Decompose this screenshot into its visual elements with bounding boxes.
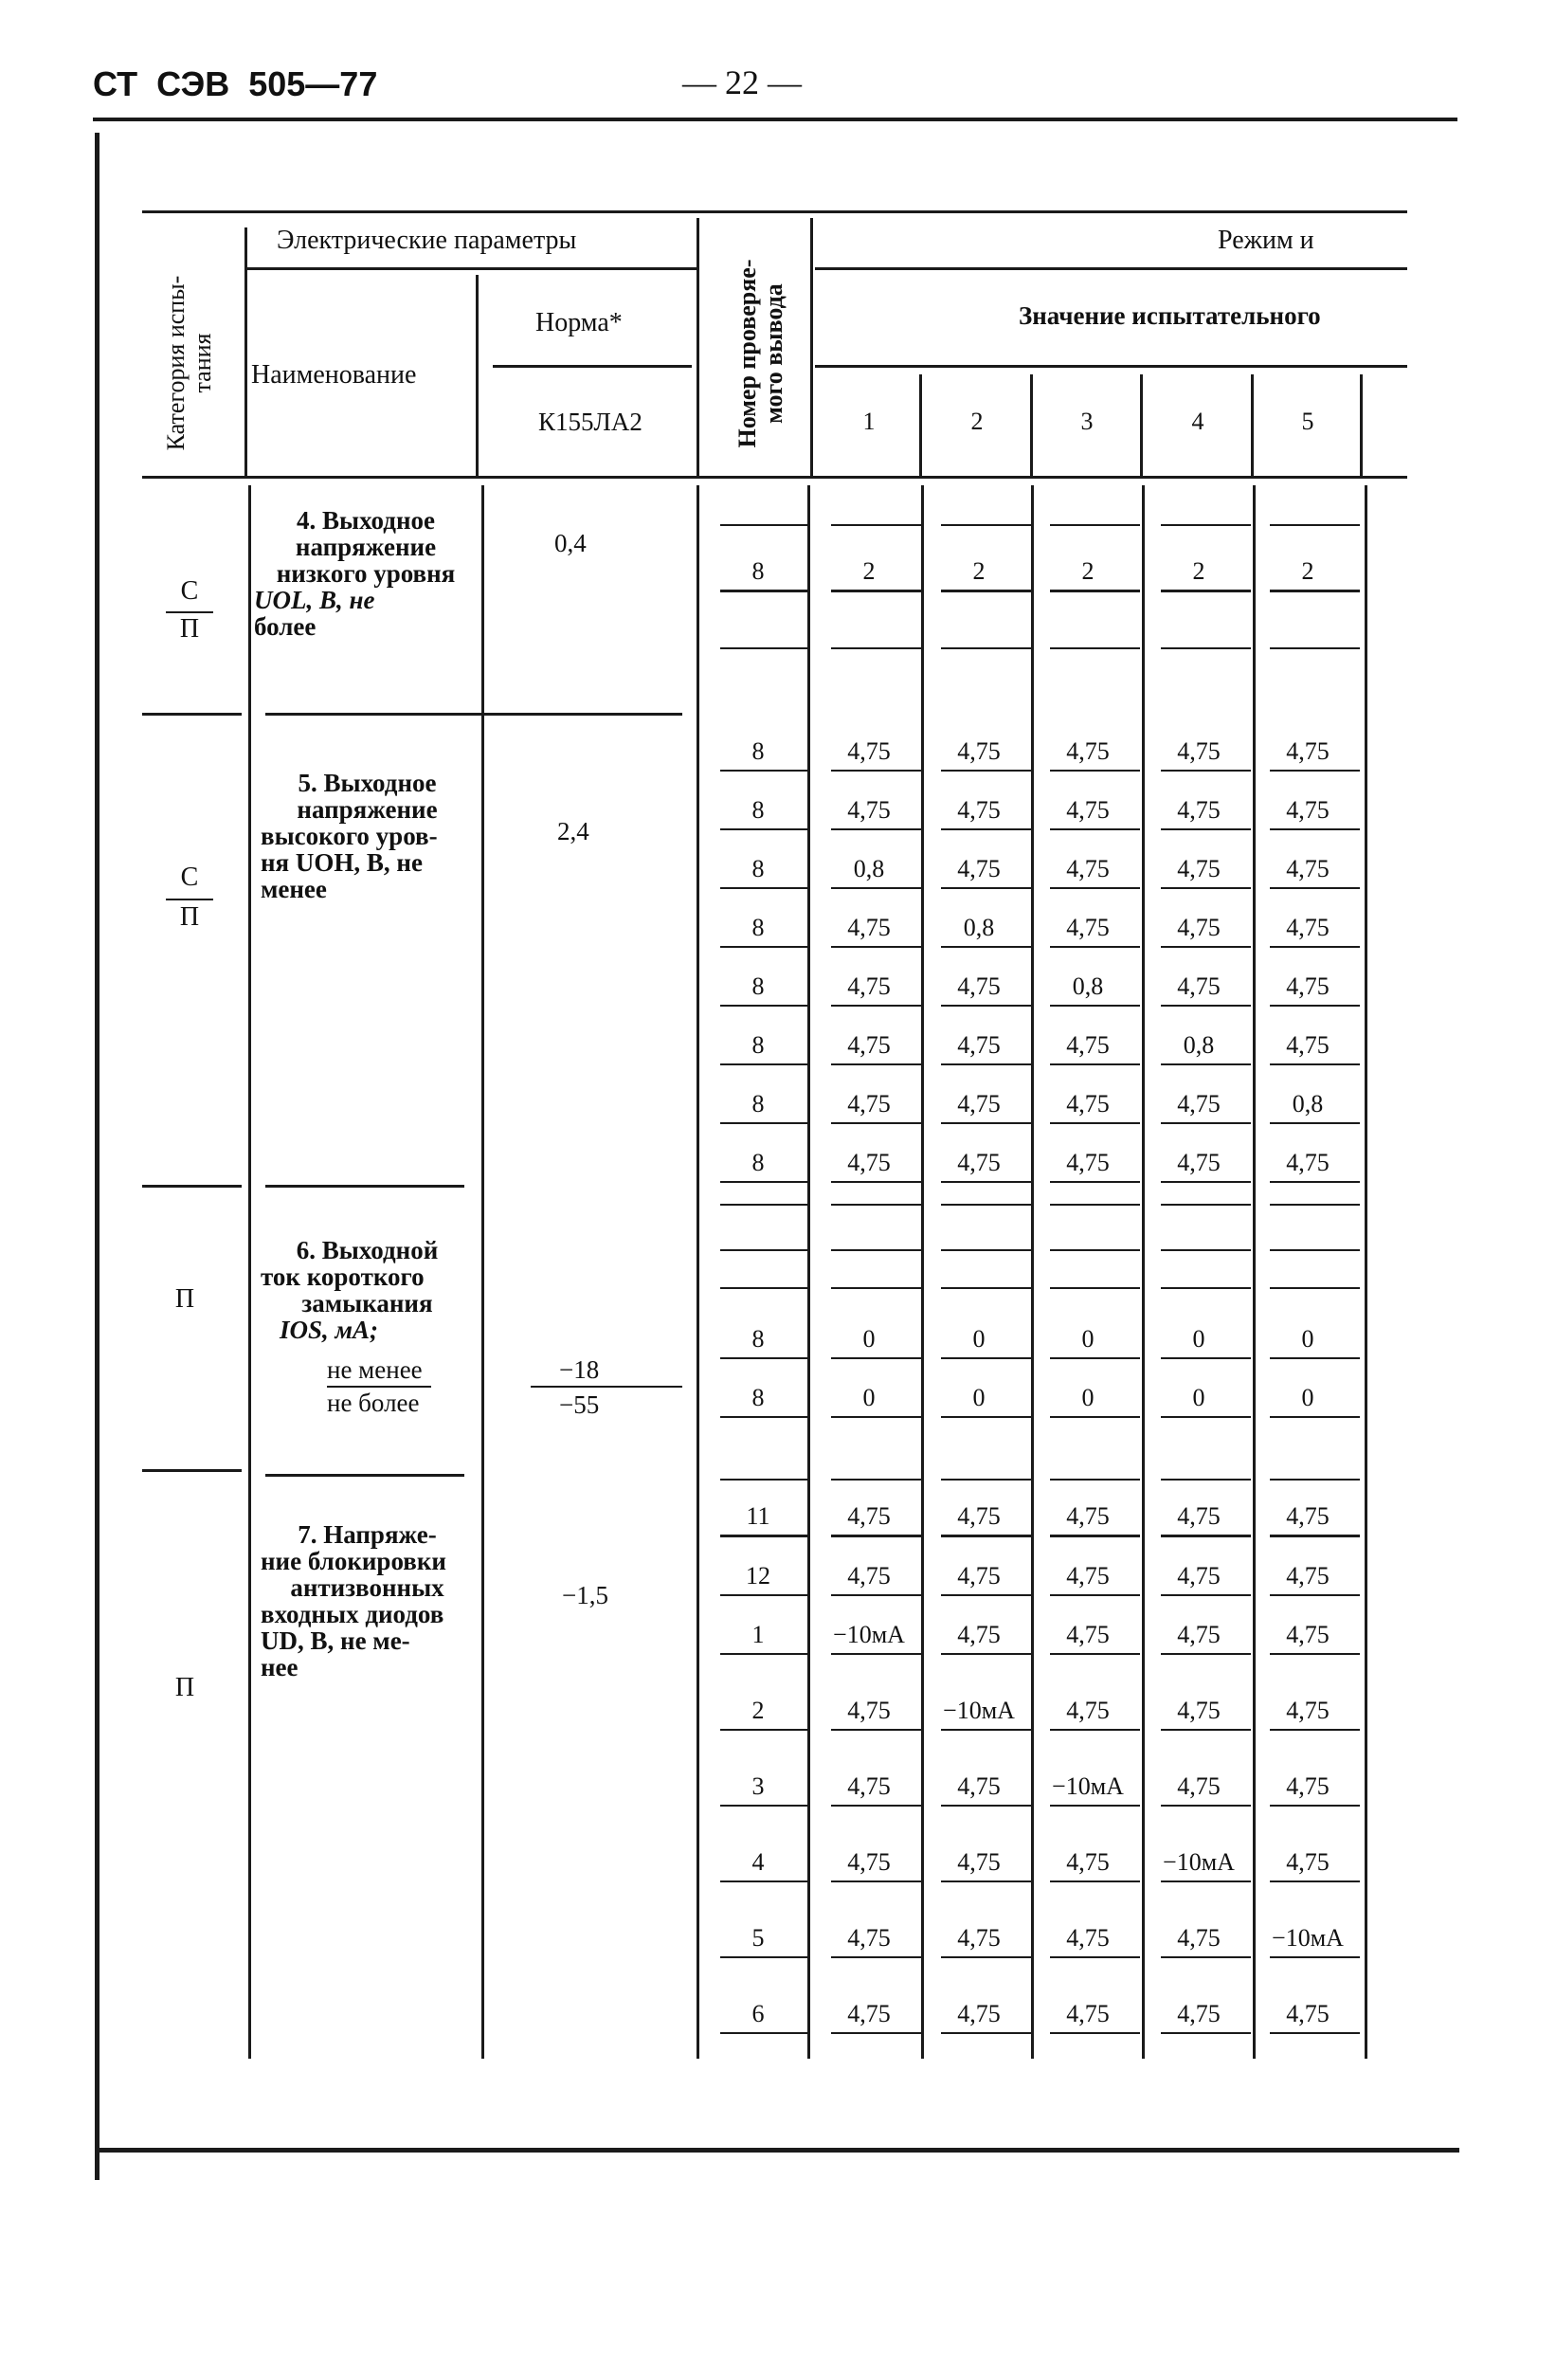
value-cell: 4,75 xyxy=(1286,1848,1330,1876)
value-cell: 4,75 xyxy=(957,1848,1001,1876)
norm-value: −1,5 xyxy=(562,1581,608,1609)
pin-cell: 8 xyxy=(751,557,765,585)
value-cell: 4,75 xyxy=(1286,914,1330,941)
value-cell: 4,75 xyxy=(1177,914,1221,941)
value-cell: 4,75 xyxy=(1286,1149,1330,1176)
pin-cell: 5 xyxy=(751,1924,765,1952)
norm-column-header: Норма* xyxy=(535,308,623,337)
value-cell: 4,75 xyxy=(957,1031,1001,1059)
value-cell: 4,75 xyxy=(1286,1697,1330,1724)
value-cell: −10мА xyxy=(833,1621,905,1648)
value-cell: 4,75 xyxy=(1286,1502,1330,1530)
pin-cell: 12 xyxy=(746,1562,770,1590)
value-cell: 0 xyxy=(862,1325,876,1353)
value-cell: −10мА xyxy=(1163,1848,1235,1876)
electrical-params-header: Электрические параметры xyxy=(277,226,577,255)
value-cell: 4,75 xyxy=(847,972,891,1000)
value-cell: 4,75 xyxy=(1066,1149,1110,1176)
category-top: С xyxy=(180,863,199,892)
value-cell: 4,75 xyxy=(1177,855,1221,882)
value-cell: 0 xyxy=(972,1384,986,1411)
value-cell: 4,75 xyxy=(1066,1621,1110,1648)
value-cell: 4,75 xyxy=(957,1149,1001,1176)
value-cell: 4,75 xyxy=(1286,1031,1330,1059)
value-cell: 4,75 xyxy=(847,1924,891,1952)
value-cell: 4,75 xyxy=(1066,796,1110,824)
value-cell: 4,75 xyxy=(847,1502,891,1530)
category-bottom: П xyxy=(179,614,200,644)
value-cell: 4,75 xyxy=(957,972,1001,1000)
value-cell: 4,75 xyxy=(847,1031,891,1059)
value-cell: 0,8 xyxy=(1183,1031,1215,1059)
norm-min: −18 xyxy=(559,1355,600,1384)
standard-designation: СТ СЭВ 505—77 xyxy=(93,64,378,103)
value-cell: 0 xyxy=(1081,1325,1095,1353)
value-cell: 4,75 xyxy=(847,1772,891,1800)
value-cell: 4,75 xyxy=(957,855,1001,882)
pin-column-header: Номер проверяе-мого вывода xyxy=(733,259,787,448)
page-left-border xyxy=(95,133,100,2180)
value-cell: 4,75 xyxy=(957,1772,1001,1800)
value-cell: 4,75 xyxy=(1177,1502,1221,1530)
value-cell: 0 xyxy=(1081,1384,1095,1411)
value-cell: 0 xyxy=(1301,1384,1314,1411)
norm-type-header: К155ЛА2 xyxy=(538,408,642,436)
value-cell: 4,75 xyxy=(1177,1697,1221,1724)
value-cell: 4,75 xyxy=(847,1848,891,1876)
param-name: 6. Выходной ток короткого замыкания IOS, мА; xyxy=(261,1236,439,1344)
pin-cell: 8 xyxy=(751,914,765,941)
value-cell: 4,75 xyxy=(1177,1562,1221,1590)
category-top: П xyxy=(174,1673,195,1702)
value-cell: −10мА xyxy=(1272,1924,1344,1952)
pin-cell: 8 xyxy=(751,1031,765,1059)
value-cell: 0,8 xyxy=(1072,972,1104,1000)
value-cell: 4,75 xyxy=(1066,1562,1110,1590)
value-cell: 4,75 xyxy=(957,1924,1001,1952)
value-cell: 2 xyxy=(862,557,876,585)
category-bottom: П xyxy=(179,902,200,932)
value-cell: 4,75 xyxy=(1066,1502,1110,1530)
pin-cell: 2 xyxy=(751,1697,765,1724)
value-cell: 4,75 xyxy=(1177,1090,1221,1117)
pin-cell: 1 xyxy=(751,1621,765,1648)
pin-header-5: 5 xyxy=(1301,408,1314,435)
page-bottom-rule xyxy=(95,2148,1459,2153)
value-cell: 4,75 xyxy=(1286,2000,1330,2027)
value-cell: 0,8 xyxy=(1292,1090,1324,1117)
param-name: 5. Выходное напряжение высокого уров- ня UOH, В, не менее xyxy=(261,769,438,903)
value-cell: 4,75 xyxy=(1177,737,1221,765)
header-rule xyxy=(93,118,1457,121)
pin-cell: 8 xyxy=(751,1149,765,1176)
pin-cell: 8 xyxy=(751,1325,765,1353)
mode-header: Режим и xyxy=(1218,226,1314,255)
param-name: 7. Напряже- ние блокировки антизвонных входных диодов UD, В, не ме- нее xyxy=(261,1520,446,1681)
category-top: С xyxy=(180,576,199,606)
norm-value: 0,4 xyxy=(554,529,587,557)
value-cell: 4,75 xyxy=(847,796,891,824)
norm-max: −55 xyxy=(559,1390,600,1419)
value-cell: 4,75 xyxy=(957,737,1001,765)
pin-header-1: 1 xyxy=(862,408,876,435)
pin-cell: 8 xyxy=(751,1384,765,1411)
value-cell: 4,75 xyxy=(1286,1772,1330,1800)
pin-header-2: 2 xyxy=(970,408,984,435)
pin-cell: 8 xyxy=(751,737,765,765)
param-max-label: не более xyxy=(327,1389,420,1417)
norm-value: 2,4 xyxy=(557,817,589,845)
value-cell: 2 xyxy=(972,557,986,585)
value-cell: 0 xyxy=(1301,1325,1314,1353)
page-number: — 22 — xyxy=(682,64,802,101)
value-cell: 4,75 xyxy=(1066,2000,1110,2027)
value-cell: 4,75 xyxy=(1177,1621,1221,1648)
value-cell: 4,75 xyxy=(1177,1149,1221,1176)
value-cell: 4,75 xyxy=(957,2000,1001,2027)
value-cell: 2 xyxy=(1301,557,1314,585)
value-cell: 4,75 xyxy=(1286,737,1330,765)
category-top: П xyxy=(174,1284,195,1314)
pin-cell: 6 xyxy=(751,2000,765,2027)
value-cell: 4,75 xyxy=(1177,796,1221,824)
value-cell: 0 xyxy=(1192,1325,1205,1353)
value-cell: 4,75 xyxy=(1177,2000,1221,2027)
value-cell: 4,75 xyxy=(957,1621,1001,1648)
param-min-label: не менее xyxy=(327,1355,423,1384)
value-cell: 4,75 xyxy=(847,737,891,765)
value-cell: 4,75 xyxy=(957,1090,1001,1117)
pin-cell: 11 xyxy=(746,1502,770,1530)
value-cell: 4,75 xyxy=(1066,1924,1110,1952)
value-cell: 2 xyxy=(1081,557,1095,585)
value-cell: 4,75 xyxy=(1286,1562,1330,1590)
pin-header-3: 3 xyxy=(1080,408,1094,435)
value-cell: 2 xyxy=(1192,557,1205,585)
value-cell: 4,75 xyxy=(847,1697,891,1724)
pin-cell: 8 xyxy=(751,855,765,882)
value-cell: 4,75 xyxy=(847,2000,891,2027)
value-cell: 0 xyxy=(1192,1384,1205,1411)
value-cell: 4,75 xyxy=(1066,855,1110,882)
value-cell: 4,75 xyxy=(1177,1924,1221,1952)
value-cell: 4,75 xyxy=(847,1562,891,1590)
value-cell: 4,75 xyxy=(1286,855,1330,882)
pin-cell: 8 xyxy=(751,972,765,1000)
value-cell: 0,8 xyxy=(963,914,995,941)
value-cell: 4,75 xyxy=(1177,1772,1221,1800)
value-cell: 4,75 xyxy=(1066,737,1110,765)
value-cell: −10мА xyxy=(1052,1772,1124,1800)
value-cell: 4,75 xyxy=(847,1149,891,1176)
value-cell: 4,75 xyxy=(847,1090,891,1117)
value-cell: 4,75 xyxy=(957,1502,1001,1530)
value-cell: 0,8 xyxy=(853,855,885,882)
value-cell: 4,75 xyxy=(1066,1090,1110,1117)
value-cell: 4,75 xyxy=(1286,796,1330,824)
name-column-header: Наименование xyxy=(251,360,417,390)
value-cell: 0 xyxy=(972,1325,986,1353)
value-cell: 4,75 xyxy=(1286,972,1330,1000)
pin-cell: 4 xyxy=(751,1848,765,1876)
category-column-header: Категория испы-тания xyxy=(162,275,216,451)
value-cell: 4,75 xyxy=(1066,1697,1110,1724)
value-cell: 4,75 xyxy=(1066,1031,1110,1059)
value-cell: −10мА xyxy=(943,1697,1015,1724)
value-header: Значение испытательного xyxy=(1019,301,1321,330)
param-name: 4. Выходное напряжение низкого уровня UOL, В, не более xyxy=(254,506,456,641)
pin-cell: 8 xyxy=(751,796,765,824)
value-cell: 4,75 xyxy=(957,796,1001,824)
value-cell: 4,75 xyxy=(1066,1848,1110,1876)
value-cell: 4,75 xyxy=(957,1562,1001,1590)
pin-header-4: 4 xyxy=(1191,408,1204,435)
value-cell: 4,75 xyxy=(847,914,891,941)
pin-cell: 3 xyxy=(751,1772,765,1800)
value-cell: 0 xyxy=(862,1384,876,1411)
value-cell: 4,75 xyxy=(1177,972,1221,1000)
value-cell: 4,75 xyxy=(1066,914,1110,941)
pin-cell: 8 xyxy=(751,1090,765,1117)
value-cell: 4,75 xyxy=(1286,1621,1330,1648)
